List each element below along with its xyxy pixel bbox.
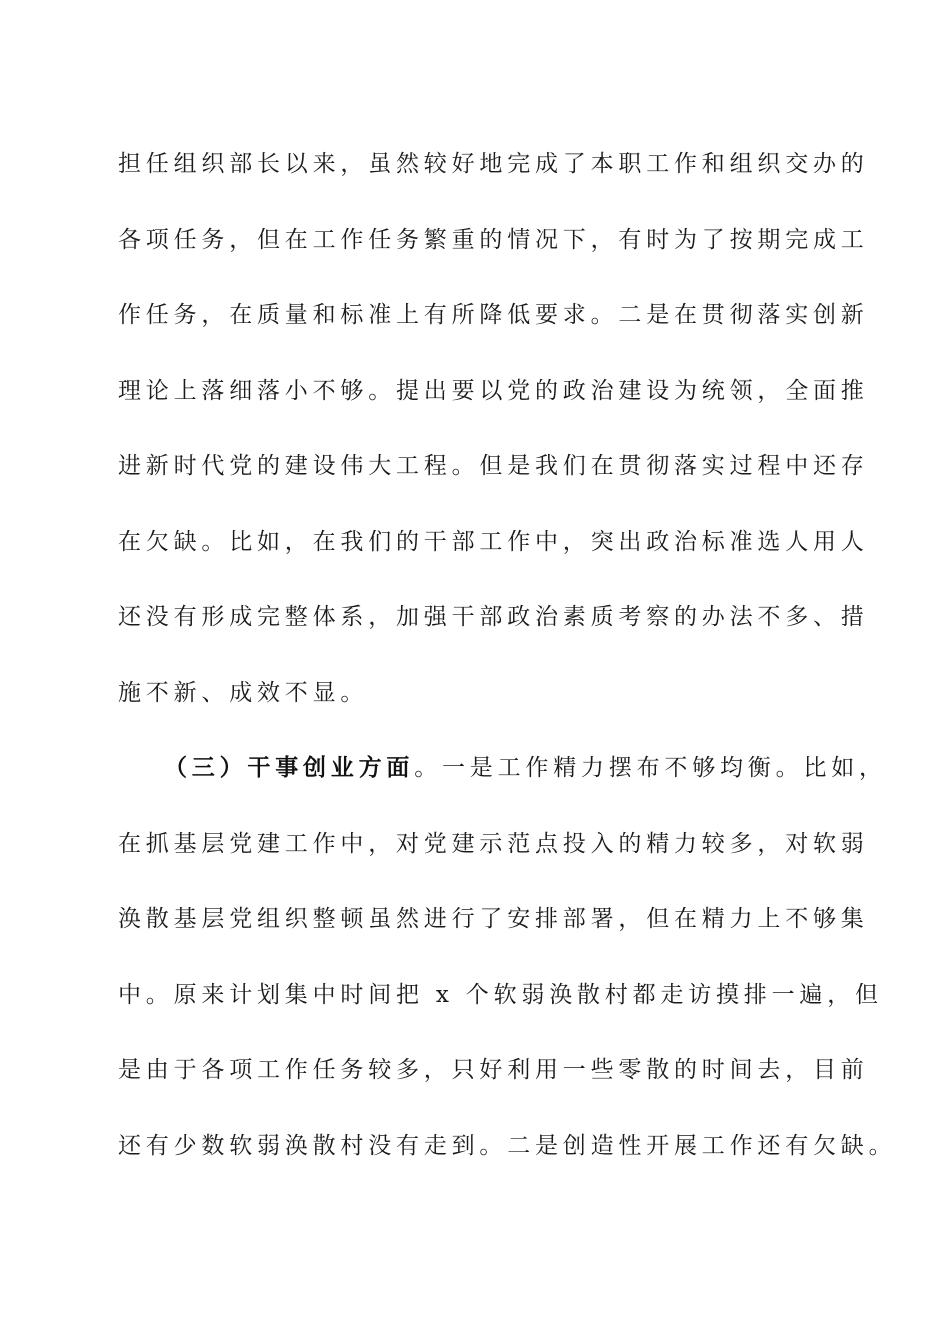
paragraph-line: 担任组织部长以来，虽然较好地完成了本职工作和组织交办的 (118, 151, 869, 177)
paragraph-line: 还有少数软弱涣散村没有走到。二是创造性开展工作还有欠缺。 (118, 1132, 897, 1159)
paragraph-line: 涣散基层党组织整顿虽然进行了安排部署，但在精力上不够集 (118, 906, 869, 932)
paragraph-line: 进新时代党的建设伟大工程。但是我们在贯彻落实过程中还存 (118, 453, 869, 479)
paragraph-line: 中。原来计划集中时间把 x 个软弱涣散村都走访摸排一遍，但 (118, 981, 883, 1008)
paragraph-line: 在抓基层党建工作中，对党建示范点投入的精力较多，对软弱 (118, 830, 869, 857)
section-first-line (118, 748, 887, 824)
paragraph-line: 理论上落细落小不够。提出要以党的政治建设为统领，全面推 (118, 377, 869, 404)
paragraph-line: 是由于各项工作任务较多，只好利用一些零散的时间去，目前 (118, 1057, 869, 1083)
paragraph-line: 施不新、成效不显。 (118, 679, 369, 706)
paragraph-line: 作任务，在质量和标准上有所降低要求。二是在贯彻落实创新 (118, 302, 869, 328)
section-heading: （三）干事创业方面 (164, 754, 415, 781)
document-body (118, 144, 897, 1201)
section-first-line-text: 。一是工作精力摆布不够均衡。比如， (414, 755, 887, 781)
paragraph-line: 在欠缺。比如，在我们的干部工作中，突出政治标准选人用人 (118, 528, 869, 555)
paragraph-line: 各项任务，但在工作任务繁重的情况下，有时为了按期完成工 (118, 226, 869, 253)
paragraph-line: 还没有形成完整体系，加强干部政治素质考察的办法不多、措 (118, 604, 869, 630)
